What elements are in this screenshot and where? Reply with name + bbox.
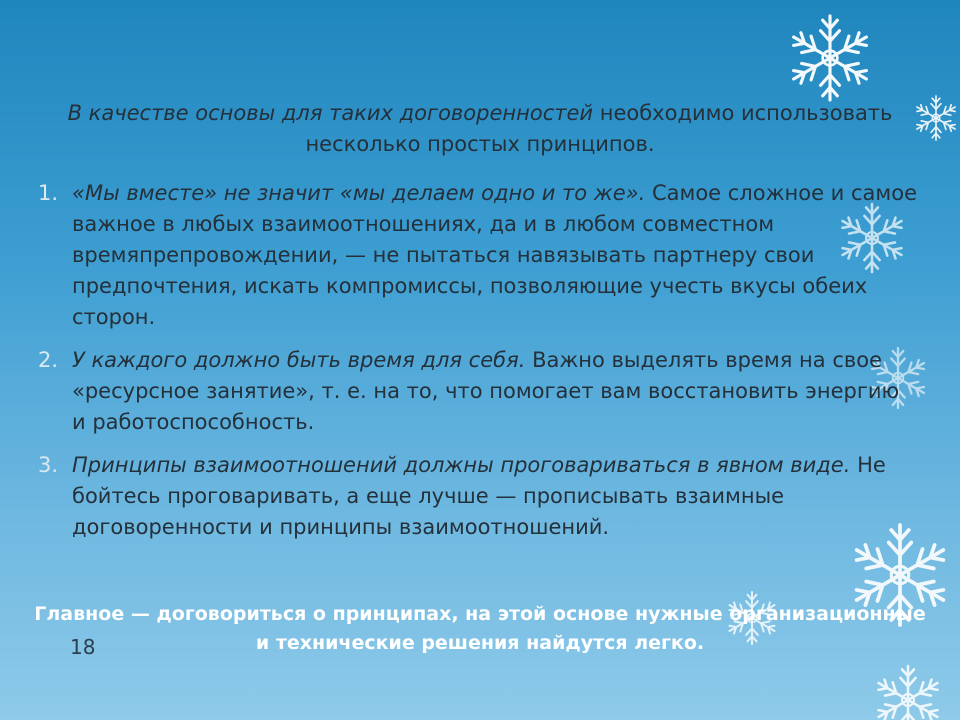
summary-text: Главное — договориться о принципах, на этой основе нужные организационные и технические решения найдутся легко. xyxy=(34,603,926,654)
item-number: 2. xyxy=(38,348,59,372)
item-heading: Принципы взаимоотношений должны проговариваться в явном виде. xyxy=(72,453,851,477)
list-item xyxy=(38,345,918,438)
snowflake-icon xyxy=(789,16,871,100)
item-text: Важно выделять время на свое «ресурсное занятие», т. е. на то, что помогает вам восстановить энергию и работоспособность. xyxy=(72,348,900,434)
list-item xyxy=(38,178,918,333)
item-number: 1. xyxy=(38,181,59,205)
intro-text xyxy=(40,98,920,160)
page-number: 18 xyxy=(70,635,96,659)
item-text: Самое сложное и самое важное в любых взаимоотношениях, да и в любом совместном времяпрепровождении, — не пытаться навязывать партнеру свои предпочтения, искать компромиссы, позволяющие учесть вкусы обеих сторон. xyxy=(72,181,918,329)
item-heading: «Мы вместе» не значит «мы делаем одно и то же». xyxy=(72,181,646,205)
snowflake-icon xyxy=(875,666,942,720)
intro-lead: В качестве основы для таких договоренностей xyxy=(67,101,594,125)
intro-rest: необходимо использовать несколько простых принципов. xyxy=(305,101,893,156)
item-text: Не бойтесь проговаривать, а еще лучше — прописывать взаимные договоренности и принципы взаимоотношений. xyxy=(72,453,886,539)
list-item xyxy=(38,450,918,543)
item-heading: У каждого должно быть время для себя. xyxy=(72,348,526,372)
principles-list xyxy=(38,178,918,555)
snowflake-icon xyxy=(914,96,957,140)
item-number: 3. xyxy=(38,453,59,477)
